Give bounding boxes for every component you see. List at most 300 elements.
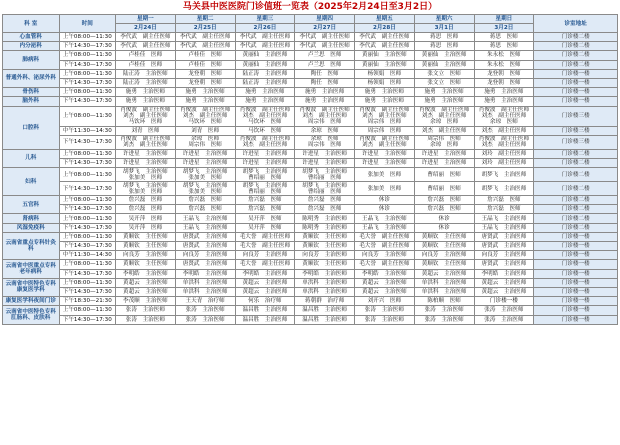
doctor-name: 胡梦飞 主治医师 bbox=[302, 182, 347, 189]
doctor-cell: 蒋思 医师 bbox=[474, 33, 534, 42]
doctor-cell: 龙登朝 医师 bbox=[474, 78, 534, 87]
time-slot: 上午08:00—11:30 bbox=[59, 168, 116, 182]
doctor-cell bbox=[175, 168, 235, 182]
doctor-cell: 刘玲 副主任医师 bbox=[474, 158, 534, 167]
doctor-cell: 施勇 主治医师 bbox=[474, 97, 534, 106]
doctor-name: 刘杰 副主任医师 bbox=[122, 113, 168, 119]
doctor-cell: 向良芳 主治医师 bbox=[235, 251, 295, 260]
doctor-cell: 向良芳 主治医师 bbox=[175, 251, 235, 260]
doctor-cell: 许进星 主治医师 bbox=[235, 158, 295, 167]
time-slot: 下午14:30—17:30 bbox=[59, 60, 116, 69]
table-row bbox=[3, 33, 618, 42]
doctor-cell: 刘开兴 医师 bbox=[355, 297, 415, 306]
doctor-cell: 施勇 主治医师 bbox=[295, 97, 355, 106]
doctor-cell: 何乐 治疗师 bbox=[235, 297, 295, 306]
doctor-cell: 黄顺钦 主任医师 bbox=[295, 260, 355, 269]
doctor-cell: 陆正涛 主治医师 bbox=[235, 78, 295, 87]
doctor-cell: 李明皓 主治医师 bbox=[116, 269, 176, 278]
doctor-cell: 陶任 医师 bbox=[295, 69, 355, 78]
room-address: 门诊楼二楼 bbox=[534, 33, 618, 42]
doctor-cell: 詹兴磊 医师 bbox=[175, 205, 235, 214]
doctor-cell: 休诊 bbox=[414, 214, 474, 223]
table-row bbox=[3, 232, 618, 241]
doctor-cell: 陈明秀 主治医师 bbox=[295, 223, 355, 232]
doctor-cell: 许进星 主治医师 bbox=[116, 158, 176, 167]
doctor-name: 余琼 医师 bbox=[489, 119, 518, 125]
doctor-cell: 詹兴磊 医师 bbox=[175, 196, 235, 205]
doctor-cell: 余琼 医师 bbox=[295, 126, 355, 135]
table-row bbox=[3, 149, 618, 158]
doctor-cell: 毛大誉 副主任医师 bbox=[355, 232, 415, 241]
date-header: 2月24日 bbox=[116, 24, 176, 33]
doctor-name: 刘杰 副主任医师 bbox=[481, 113, 527, 119]
department-name: 云南省中医特色专科肛肠科、皮肤科 bbox=[3, 306, 60, 324]
doctor-name: 周宗伟 医师 bbox=[188, 142, 222, 149]
table-row bbox=[3, 269, 618, 278]
doctor-cell: 单洪科 主治医师 bbox=[295, 287, 355, 296]
doctor-cell bbox=[474, 135, 534, 149]
time-slot: 下午14:30—17:30 bbox=[59, 242, 116, 251]
doctor-cell bbox=[414, 135, 474, 149]
doctor-name: 刘杰 副主任医师 bbox=[361, 142, 407, 149]
doctor-cell bbox=[355, 106, 415, 126]
doctor-cell: 曹绍丽 医师 bbox=[414, 182, 474, 196]
doctor-cell: 许进星 主治医师 bbox=[116, 149, 176, 158]
time-slot: 上午08:00—11:30 bbox=[59, 106, 116, 126]
doctor-name: 余琼 医师 bbox=[430, 142, 459, 149]
doctor-cell: 詹兴磊 医师 bbox=[474, 205, 534, 214]
doctor-cell: 龙登朝 医师 bbox=[175, 78, 235, 87]
doctor-cell: 张涛 主治医师 bbox=[355, 315, 415, 324]
doctor-cell: 黄顺钦 主任医师 bbox=[116, 232, 176, 241]
doctor-cell: 杨领娟 医师 bbox=[355, 69, 415, 78]
room-address: 门诊楼一楼 bbox=[534, 315, 618, 324]
doctor-name: 肖俊波 副主任医师 bbox=[478, 107, 530, 113]
doctor-cell: 黄丽仙 主治医师 bbox=[414, 51, 474, 60]
room-address: 门诊楼三楼 bbox=[534, 106, 618, 126]
doctor-cell: 黄丽仙 主治医师 bbox=[414, 60, 474, 69]
day-header: 星期日 bbox=[474, 15, 534, 24]
doctor-cell: 陆正涛 主治医师 bbox=[116, 69, 176, 78]
doctor-cell: 许进星 主治医师 bbox=[355, 158, 415, 167]
doctor-cell: 张涛 主治医师 bbox=[175, 315, 235, 324]
table-row bbox=[3, 242, 618, 251]
doctor-cell: 毛大誉 副主任医师 bbox=[235, 232, 295, 241]
table-row bbox=[3, 97, 618, 106]
doctor-cell: 卢桂佳 医师 bbox=[175, 51, 235, 60]
doctor-cell: 唐贤武 主治医师 bbox=[474, 242, 534, 251]
doctor-name: 肖俊波 副主任医师 bbox=[239, 136, 291, 143]
table-row bbox=[3, 69, 618, 78]
time-slot: 下午14:30—17:30 bbox=[59, 269, 116, 278]
day-header: 星期二 bbox=[175, 15, 235, 24]
doctor-cell: 张涛 主治医师 bbox=[116, 306, 176, 315]
room-address: 门诊楼一楼 bbox=[534, 306, 618, 315]
doctor-cell: 蒋思 医师 bbox=[414, 42, 474, 51]
doctor-name: 胡梦飞 主治医师 bbox=[182, 182, 228, 189]
doctor-name: 张加美 医师 bbox=[128, 188, 163, 195]
department-name: 骨伤科 bbox=[3, 88, 60, 97]
doctor-cell: 刘玲 副主任医师 bbox=[474, 149, 534, 158]
doctor-cell: 单洪科 主治医师 bbox=[175, 287, 235, 296]
room-address: 门诊楼二楼 bbox=[534, 223, 618, 232]
doctor-cell: 许进星 主治医师 bbox=[414, 158, 474, 167]
doctor-cell: 詹兴磊 医师 bbox=[116, 205, 176, 214]
table-row bbox=[3, 287, 618, 296]
doctor-cell: 张涛 主治医师 bbox=[355, 306, 415, 315]
time-slot: 上午08:00—11:30 bbox=[59, 69, 116, 78]
doctor-name: 张加美 医师 bbox=[188, 188, 222, 195]
room-address: 门诊楼二楼 bbox=[534, 214, 618, 223]
table-row bbox=[3, 78, 618, 87]
doctor-name: 胡梦飞 主治医师 bbox=[242, 182, 288, 189]
room-address: 门诊楼一楼 bbox=[534, 97, 618, 106]
date-header: 3月1日 bbox=[414, 24, 474, 33]
doctor-cell: 张涛 主治医师 bbox=[116, 315, 176, 324]
doctor-cell: 单洪科 主治医师 bbox=[414, 278, 474, 287]
doctor-cell: 卢桂佳 医师 bbox=[175, 60, 235, 69]
doctor-name: 刘杰 副主任医师 bbox=[122, 142, 168, 149]
room-address: 门诊楼一楼 bbox=[534, 242, 618, 251]
department-name: 肾病科 bbox=[3, 214, 60, 223]
time-slot: 上午08:00—11:30 bbox=[59, 232, 116, 241]
doctor-cell bbox=[235, 168, 295, 182]
doctor-cell: 黄顺钦 主任医师 bbox=[414, 242, 474, 251]
date-header: 2月27日 bbox=[295, 24, 355, 33]
doctor-cell: 黄超云 主治医师 bbox=[355, 287, 415, 296]
doctor-cell: 王晶飞 主治医师 bbox=[355, 214, 415, 223]
doctor-cell: 施勇 主治医师 bbox=[235, 97, 295, 106]
doctor-name: 马饮环 医师 bbox=[128, 119, 163, 125]
room-address: 门诊楼一楼 bbox=[534, 260, 618, 269]
department-name: 康复医学科夜间门诊 bbox=[3, 297, 60, 306]
doctor-cell: 吴开萍 医师 bbox=[116, 223, 176, 232]
doctor-cell: 蒋思 医师 bbox=[414, 33, 474, 42]
time-slot: 下午14:30—17:30 bbox=[59, 223, 116, 232]
doctor-cell: 陶任 医师 bbox=[295, 78, 355, 87]
doctor-cell: 温昌胜 主治医师 bbox=[295, 306, 355, 315]
doctor-cell: 向良芳 主治医师 bbox=[295, 251, 355, 260]
doctor-cell: 詹兴磊 医师 bbox=[235, 205, 295, 214]
department-name: 云南省中医特色专科康复医学科 bbox=[3, 278, 60, 296]
doctor-cell: 唐贤武 主治医师 bbox=[474, 232, 534, 241]
doctor-cell: 唐贤武 主治医师 bbox=[474, 260, 534, 269]
doctor-name: 肖俊波 副主任医师 bbox=[359, 107, 410, 113]
room-address: 门诊楼三楼 bbox=[534, 135, 618, 149]
doctor-cell: 詹兴磊 医师 bbox=[235, 196, 295, 205]
room-address: 门诊楼一楼 bbox=[534, 269, 618, 278]
doctor-name: 曹绍丽 医师 bbox=[307, 188, 342, 195]
doctor-cell: 施勇 主治医师 bbox=[355, 97, 415, 106]
department-name: 妇科 bbox=[3, 168, 60, 196]
page-title: 马关县中医医院门诊值班一览表（2025年2月24日至3月2日） bbox=[182, 2, 438, 12]
time-slot: 上午08:00—11:30 bbox=[59, 88, 116, 97]
doctor-name: 刘杰 副主任医师 bbox=[242, 113, 288, 119]
doctor-cell: 休诊 bbox=[414, 223, 474, 232]
doctor-cell: 单洪科 主治医师 bbox=[414, 287, 474, 296]
doctor-cell: 吴开萍 医师 bbox=[235, 214, 295, 223]
room-header: 诊室地址 bbox=[534, 15, 618, 33]
doctor-cell: 周宗伟 医师 bbox=[355, 126, 415, 135]
table-row bbox=[3, 278, 618, 287]
department-name: 风湿免疫科 bbox=[3, 223, 60, 232]
doctor-cell: 李代武 副主任医师 bbox=[355, 33, 415, 42]
room-address: 门诊楼一楼 bbox=[534, 278, 618, 287]
doctor-cell: 毛大誉 副主任医师 bbox=[235, 242, 295, 251]
doctor-name: 刘杰 副主任医师 bbox=[302, 113, 347, 119]
doctor-name: 周宗伟 医师 bbox=[427, 136, 461, 143]
doctor-cell bbox=[116, 106, 176, 126]
doctor-cell: 陈明秀 主治医师 bbox=[295, 214, 355, 223]
doctor-cell: 李代武 副主任医师 bbox=[235, 42, 295, 51]
department-name: 普通外科、泌尿外科 bbox=[3, 69, 60, 87]
time-slot: 上午08:00—11:30 bbox=[59, 214, 116, 223]
table-row bbox=[3, 106, 618, 126]
doctor-cell: 李代武 副主任医师 bbox=[175, 42, 235, 51]
doctor-name: 余琼 医师 bbox=[430, 119, 459, 125]
time-slot: 上午08:00—11:30 bbox=[59, 306, 116, 315]
doctor-cell: 詹兴磊 医师 bbox=[474, 196, 534, 205]
doctor-cell: 张涛 主治医师 bbox=[414, 306, 474, 315]
doctor-cell: 黄顺钦 主任医师 bbox=[116, 242, 176, 251]
table-row bbox=[3, 196, 618, 205]
doctor-name: 胡梦飞 主治医师 bbox=[182, 168, 228, 175]
doctor-cell: 施勇 主治医师 bbox=[235, 88, 295, 97]
doctor-cell: 李明皓 主治医师 bbox=[175, 269, 235, 278]
time-slot: 上午08:00—11:30 bbox=[59, 260, 116, 269]
doctor-cell: 施勇 主治医师 bbox=[116, 97, 176, 106]
doctor-cell: 许进星 主治医师 bbox=[235, 149, 295, 158]
table-row bbox=[3, 214, 618, 223]
doctor-cell: 施勇 主治医师 bbox=[474, 88, 534, 97]
department-name: 心血管科 bbox=[3, 33, 60, 42]
doctor-cell: 施勇 主治医师 bbox=[414, 97, 474, 106]
doctor-cell: 许进星 主治医师 bbox=[295, 149, 355, 158]
doctor-cell: 蒋思 医师 bbox=[474, 42, 534, 51]
doctor-cell: 黄超云 主治医师 bbox=[474, 278, 534, 287]
doctor-cell: 刘杰 副主任医师 bbox=[474, 126, 534, 135]
dept-header: 科 室 bbox=[3, 15, 60, 33]
time-slot: 上午08:00—11:30 bbox=[59, 33, 116, 42]
table-row bbox=[3, 306, 618, 315]
table-row bbox=[3, 168, 618, 182]
table-row bbox=[3, 251, 618, 260]
time-slot: 上午08:00—11:30 bbox=[59, 149, 116, 158]
doctor-cell: 李代武 副主任医师 bbox=[295, 33, 355, 42]
room-address: 门诊楼二楼 bbox=[534, 196, 618, 205]
time-slot: 下午14:30—17:30 bbox=[59, 78, 116, 87]
table-row bbox=[3, 60, 618, 69]
doctor-cell: 向良芳 主治医师 bbox=[474, 251, 534, 260]
time-slot: 上午08:00—11:30 bbox=[59, 51, 116, 60]
doctor-name: 肖俊波 副主任医师 bbox=[478, 136, 530, 143]
doctor-name: 刘杰 副主任医师 bbox=[242, 142, 288, 149]
department-name: 内分泌科 bbox=[3, 42, 60, 51]
doctor-cell: 詹兴磊 医师 bbox=[295, 196, 355, 205]
doctor-cell: 李代武 副主任医师 bbox=[235, 33, 295, 42]
doctor-name: 余琼 医师 bbox=[310, 136, 339, 143]
date-header: 3月2日 bbox=[474, 24, 534, 33]
doctor-cell: 唐贤武 主治医师 bbox=[175, 232, 235, 241]
doctor-cell: 王晶飞 主治医师 bbox=[175, 223, 235, 232]
doctor-cell: 卢桂佳 医师 bbox=[116, 51, 176, 60]
table-row bbox=[3, 260, 618, 269]
doctor-cell bbox=[295, 135, 355, 149]
doctor-cell: 张涛 主治医师 bbox=[474, 315, 534, 324]
doctor-cell: 黄顺钦 主任医师 bbox=[414, 260, 474, 269]
doctor-name: 张加美 医师 bbox=[188, 174, 222, 181]
doctor-name: 曹绍丽 医师 bbox=[248, 174, 282, 181]
doctor-cell: 吴开萍 医师 bbox=[235, 223, 295, 232]
room-address: 门诊楼二楼 bbox=[534, 205, 618, 214]
doctor-cell: 施勇 主治医师 bbox=[414, 88, 474, 97]
doctor-cell: 张文立 医师 bbox=[414, 69, 474, 78]
doctor-name: 刘杰 副主任医师 bbox=[361, 113, 407, 119]
doctor-name: 胡梦飞 主治医师 bbox=[122, 182, 168, 189]
doctor-cell: 毛大誉 副主任医师 bbox=[355, 260, 415, 269]
doctor-cell: 温昌胜 主治医师 bbox=[235, 306, 295, 315]
doctor-cell: 王晶飞 主治医师 bbox=[474, 214, 534, 223]
doctor-cell: 陈柏顺 医师 bbox=[414, 297, 474, 306]
department-name: 云南省重点专科针灸科 bbox=[3, 232, 60, 260]
doctor-cell: 王天青 治疗师 bbox=[175, 297, 235, 306]
doctor-cell: 向良芳 主治医师 bbox=[414, 251, 474, 260]
doctor-cell: 张涛 主治医师 bbox=[175, 306, 235, 315]
doctor-cell: 陆正涛 主治医师 bbox=[235, 69, 295, 78]
time-slot: 下午14:30—17:30 bbox=[59, 205, 116, 214]
doctor-cell: 黄丽仙 主治医师 bbox=[235, 51, 295, 60]
doctor-cell: 休诊 bbox=[355, 196, 415, 205]
doctor-cell: 黄顺钦 主任医师 bbox=[295, 242, 355, 251]
doctor-cell: 许进星 主治医师 bbox=[414, 149, 474, 158]
time-slot: 下午14:30—17:30 bbox=[59, 315, 116, 324]
doctor-name: 肖俊波 副主任医师 bbox=[239, 107, 291, 113]
doctor-cell: 黄丽仙 主治医师 bbox=[355, 60, 415, 69]
doctor-cell bbox=[175, 135, 235, 149]
room-address: 门诊楼三楼 bbox=[534, 126, 618, 135]
doctor-name: 肖俊波 副主任医师 bbox=[179, 107, 231, 113]
doctor-cell: 黄顺钦 主任医师 bbox=[414, 232, 474, 241]
doctor-cell bbox=[175, 182, 235, 196]
room-address: 门诊楼二楼 bbox=[534, 158, 618, 167]
doctor-cell: 黄超云 主治医师 bbox=[235, 287, 295, 296]
doctor-cell: 朱永松 医师 bbox=[474, 60, 534, 69]
doctor-cell: 张文立 医师 bbox=[414, 78, 474, 87]
time-slot: 上午08:00—11:30 bbox=[59, 278, 116, 287]
department-name: 云南省中医重点专科老年病科 bbox=[3, 260, 60, 278]
doctor-cell: 曹绍丽 医师 bbox=[414, 168, 474, 182]
table-row bbox=[3, 51, 618, 60]
table-row bbox=[3, 223, 618, 232]
doctor-cell: 向良芳 主治医师 bbox=[116, 251, 176, 260]
time-slot: 下午14:30—17:30 bbox=[59, 135, 116, 149]
time-slot: 中午11:30—14:30 bbox=[59, 126, 116, 135]
day-header: 星期四 bbox=[295, 15, 355, 24]
doctor-cell bbox=[116, 135, 176, 149]
time-slot: 下午14:30—17:30 bbox=[59, 97, 116, 106]
table-row bbox=[3, 297, 618, 306]
doctor-cell: 胡梦飞 主治医师 bbox=[474, 168, 534, 182]
doctor-cell: 刘杰 副主任医师 bbox=[414, 126, 474, 135]
doctor-name: 周宗伟 医师 bbox=[307, 119, 342, 125]
doctor-cell: 唐贤武 主治医师 bbox=[175, 260, 235, 269]
schedule-table bbox=[2, 14, 618, 325]
table-row bbox=[3, 205, 618, 214]
doctor-cell bbox=[235, 182, 295, 196]
doctor-cell: 黄超云 主治医师 bbox=[235, 278, 295, 287]
doctor-cell: 黄超云 主治医师 bbox=[355, 278, 415, 287]
date-header: 2月25日 bbox=[175, 24, 235, 33]
time-slot: 下午18:30—21:30 bbox=[59, 297, 116, 306]
doctor-name: 马饮环 医师 bbox=[248, 119, 282, 125]
doctor-cell: 卢桂佳 医师 bbox=[116, 60, 176, 69]
doctor-cell bbox=[235, 106, 295, 126]
date-header: 2月28日 bbox=[355, 24, 415, 33]
doctor-name: 肖俊波 副主任医师 bbox=[299, 107, 350, 113]
doctor-cell: 张加美 医师 bbox=[355, 182, 415, 196]
doctor-cell: 朱永松 医师 bbox=[474, 51, 534, 60]
day-header: 星期三 bbox=[235, 15, 295, 24]
table-row bbox=[3, 42, 618, 51]
doctor-cell bbox=[116, 182, 176, 196]
doctor-cell: 刘青 医师 bbox=[116, 126, 176, 135]
department-name: 肺病科 bbox=[3, 51, 60, 69]
doctor-name: 胡梦飞 主治医师 bbox=[242, 168, 288, 175]
table-row bbox=[3, 126, 618, 135]
doctor-name: 刘杰 副主任医师 bbox=[481, 142, 527, 149]
doctor-cell: 许进星 主治医师 bbox=[355, 149, 415, 158]
doctor-cell: 温昌胜 主治医师 bbox=[235, 315, 295, 324]
doctor-cell: 门诊楼一楼 bbox=[474, 297, 534, 306]
room-address: 门诊楼一楼 bbox=[534, 69, 618, 78]
room-address: 门诊楼一楼 bbox=[534, 88, 618, 97]
doctor-name: 肖俊波 副主任医师 bbox=[120, 136, 171, 143]
doctor-name: 周宗伟 医师 bbox=[367, 119, 402, 125]
doctor-cell: 毛大誉 副主任医师 bbox=[355, 242, 415, 251]
doctor-cell: 詹兴磊 医师 bbox=[414, 205, 474, 214]
doctor-name: 周宗伟 医师 bbox=[307, 142, 342, 149]
table-row bbox=[3, 315, 618, 324]
doctor-cell bbox=[474, 106, 534, 126]
room-address: 门诊楼一楼 bbox=[534, 297, 618, 306]
doctor-cell: 李明皓 主治医师 bbox=[474, 269, 534, 278]
doctor-cell: 休诊 bbox=[355, 205, 415, 214]
doctor-cell: 詹兴磊 医师 bbox=[295, 205, 355, 214]
doctor-cell bbox=[295, 182, 355, 196]
doctor-cell: 李代武 副主任医师 bbox=[116, 42, 176, 51]
doctor-cell: 詹兴磊 医师 bbox=[116, 196, 176, 205]
doctor-cell: 卢兰思 医师 bbox=[295, 51, 355, 60]
doctor-cell: 龙登朝 医师 bbox=[474, 69, 534, 78]
doctor-cell: 单洪科 主治医师 bbox=[175, 278, 235, 287]
header-day-row bbox=[3, 15, 618, 24]
doctor-cell bbox=[295, 106, 355, 126]
doctor-cell: 许进星 主治医师 bbox=[295, 158, 355, 167]
doctor-cell: 詹兴磊 医师 bbox=[414, 196, 474, 205]
room-address: 门诊楼二楼 bbox=[534, 51, 618, 60]
doctor-cell: 马饮环 医师 bbox=[235, 126, 295, 135]
doctor-cell: 黄超云 主治医师 bbox=[116, 278, 176, 287]
day-header: 星期六 bbox=[414, 15, 474, 24]
doctor-cell: 黄顺钦 主任医师 bbox=[295, 232, 355, 241]
doctor-cell: 唐贤武 主治医师 bbox=[175, 242, 235, 251]
room-address: 门诊楼二楼 bbox=[534, 42, 618, 51]
doctor-cell: 李茂顺 主治医师 bbox=[116, 297, 176, 306]
doctor-cell: 陆正涛 主治医师 bbox=[116, 78, 176, 87]
doctor-cell: 王晶飞 主治医师 bbox=[474, 223, 534, 232]
room-address: 门诊楼一楼 bbox=[534, 287, 618, 296]
room-address: 门诊楼一楼 bbox=[534, 251, 618, 260]
